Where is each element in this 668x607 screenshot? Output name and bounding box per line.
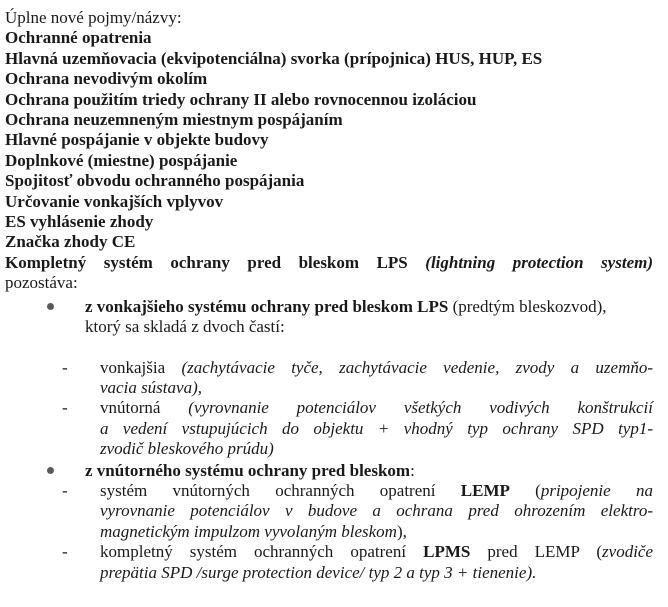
lps-lead-bold: Kompletný systém ochrany pred bleskom LPS	[5, 252, 408, 272]
dash-icon: -	[62, 357, 68, 377]
bullet-normal-text: (predtým bleskozvod),	[452, 296, 607, 316]
term-item: Hlavná uzemňovacia (ekvipotenciálna) svorka (prípojnica) HUS, HUP, ES	[5, 48, 543, 68]
sub-list-internal	[5, 481, 658, 583]
term-item: Ochrana použitím triedy ochrany II alebo rovnocennou izoláciou	[5, 89, 477, 109]
sub-item-lpms	[5, 542, 658, 583]
bullet-bold-text: z vnútorného systému ochrany pred bleskom	[85, 460, 411, 480]
term-item: Ochranné opatrenia	[5, 28, 152, 48]
bullet-item-external-lps	[5, 297, 658, 338]
sub-item-tail: ),	[396, 521, 407, 541]
sub-item-italic-cont2: zvodič bleskového prúdu)	[100, 439, 274, 459]
term-item: Doplnkové (miestne) pospájanie	[5, 150, 238, 170]
sub-item-lead: kompletný systém ochranných opatrení	[100, 542, 407, 562]
dash-icon: -	[62, 398, 68, 418]
term-item: Spojitosť obvodu ochranného pospájania	[5, 171, 305, 191]
lps-lead-italic: (lightning protection system)	[425, 252, 653, 272]
term-item: Ochrana neuzemneným miestnym pospájaním	[5, 110, 343, 130]
lps-paragraph	[5, 253, 658, 294]
sub-item-vnutorna	[5, 398, 658, 459]
sub-list-external	[5, 358, 658, 460]
bullet-icon	[47, 467, 54, 474]
lps-lead-tail: pozostáva:	[5, 273, 78, 293]
sub-item-mid: pred LEMP (	[487, 542, 603, 562]
lps-lead-line	[5, 253, 653, 273]
bullet-bold-text: z vonkajšieho systému ochrany pred bleskom LPS	[85, 296, 449, 316]
sub-item-lemp	[5, 481, 658, 542]
term-item: Ochrana nevodivým okolím	[5, 69, 208, 89]
sub-item-italic-cont: vyrovnanie potenciálov v budove a ochrana pred ohrozením elektro-	[100, 501, 653, 521]
sub-item-lead: systém vnútorných ochranných opatrení	[100, 480, 436, 500]
dash-icon: -	[62, 480, 68, 500]
sub-item-lead-bold: LPMS	[423, 542, 471, 562]
sub-item-italic-cont: vacia sústava),	[100, 377, 202, 397]
sub-item-vonkajsia	[5, 358, 658, 399]
sub-item-italic: (zachytávacie tyče, zachytávacie vedenie, zvody a uzemňo-	[181, 357, 654, 377]
sub-item-lead-bold: LEMP	[460, 480, 510, 500]
sub-item-italic-cont: prepätia SPD /surge protection device/ typ 2 a typ 3 + tienenie).	[100, 562, 537, 582]
terms-list	[5, 28, 658, 252]
term-item: Značka zhody CE	[5, 232, 136, 252]
sub-item-italic: (vyrovnanie potenciálov všetkých vodivých konštrukcií	[188, 398, 653, 418]
term-item: Hlavné pospájanie v objekte budovy	[5, 130, 269, 150]
sub-item-italic-cont2: magnetickým impulzom vyvolaným bleskom	[100, 521, 397, 541]
bullet-item-internal-lps	[5, 461, 658, 481]
bullet-icon	[47, 303, 54, 310]
sub-item-lead: vonkajšia	[100, 357, 166, 377]
sub-item-lead: vnútorná	[100, 398, 161, 418]
paren-open: (	[535, 480, 541, 500]
bullet-continuation: ktorý sa skladá z dvoch častí:	[85, 317, 285, 337]
sub-item-italic: zvodiče	[602, 542, 654, 562]
sub-item-italic: pripojenie na	[540, 480, 653, 500]
sub-item-italic-cont: a vedení vstupujúcich do objektu + vhodný typ ochrany SPD typ1-	[100, 418, 653, 438]
dash-icon: -	[62, 542, 68, 562]
term-item: ES vyhlásenie zhody	[5, 212, 154, 232]
bullet-normal-text: :	[410, 460, 415, 480]
intro-heading: Úplne nové pojmy/názvy:	[5, 8, 182, 27]
spacer	[5, 338, 658, 358]
term-item: Určovanie vonkajších vplyvov	[5, 191, 224, 211]
